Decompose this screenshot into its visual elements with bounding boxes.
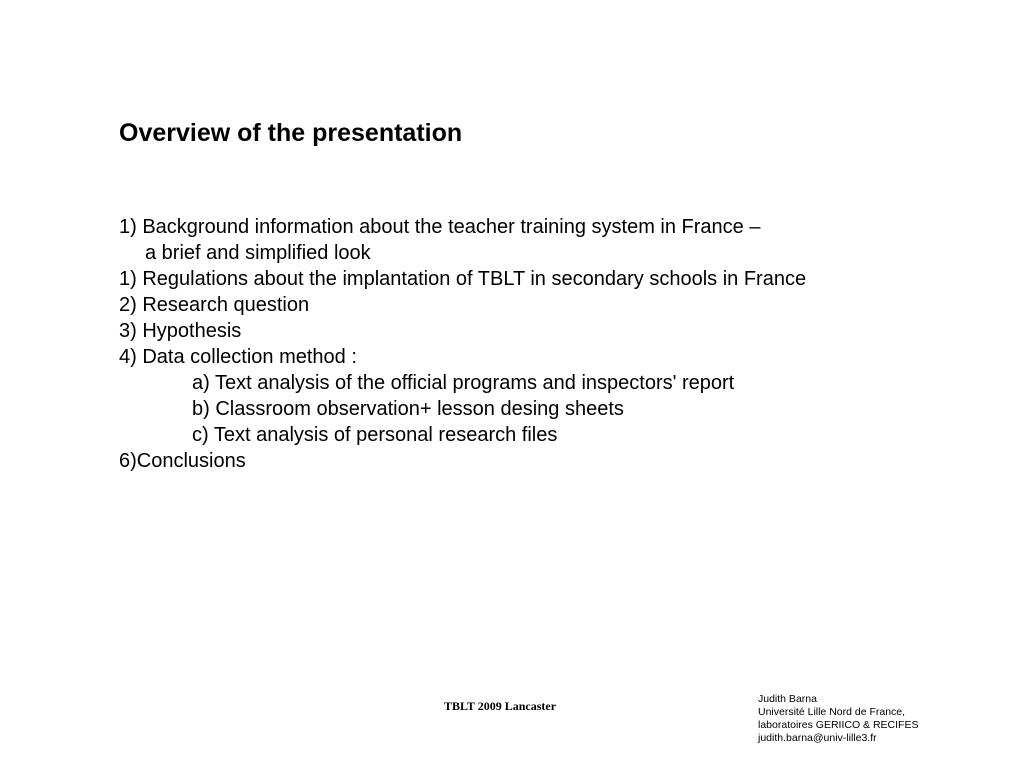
outline-list: [119, 214, 806, 474]
outline-item-hypothesis: 3) Hypothesis: [119, 320, 242, 342]
outline-item-regulations: 1) Regulations about the implantation of TBLT in secondary schools in France: [119, 268, 807, 290]
outline-item-research-question: 2) Research question: [119, 294, 310, 316]
outline-item-background-continuation: a brief and simplified look: [145, 242, 371, 264]
outline-subitem-research-files: c) Text analysis of personal research files: [192, 424, 558, 446]
footer-author-university: Université Lille Nord de France,: [758, 706, 906, 718]
outline-subitem-text-analysis: a) Text analysis of the official programs and inspectors' report: [192, 372, 735, 394]
outline-item-conclusions: 6)Conclusions: [119, 450, 246, 472]
footer-author-labs: laboratoires GERIICO & RECIFES: [758, 719, 919, 731]
footer-author-block: [758, 693, 918, 745]
outline-item-background: 1) Background information about the teacher training system in France –: [119, 216, 761, 238]
slide-title: Overview of the presentation: [119, 119, 463, 147]
footer-conference-label: TBLT 2009 Lancaster: [444, 699, 557, 713]
outline-item-data-collection: 4) Data collection method :: [119, 346, 357, 368]
footer-author-email: judith.barna@univ-lille3.fr: [758, 732, 877, 744]
outline-subitem-classroom-observation: b) Classroom observation+ lesson desing sheets: [192, 398, 624, 420]
footer-author-name: Judith Barna: [758, 693, 817, 705]
